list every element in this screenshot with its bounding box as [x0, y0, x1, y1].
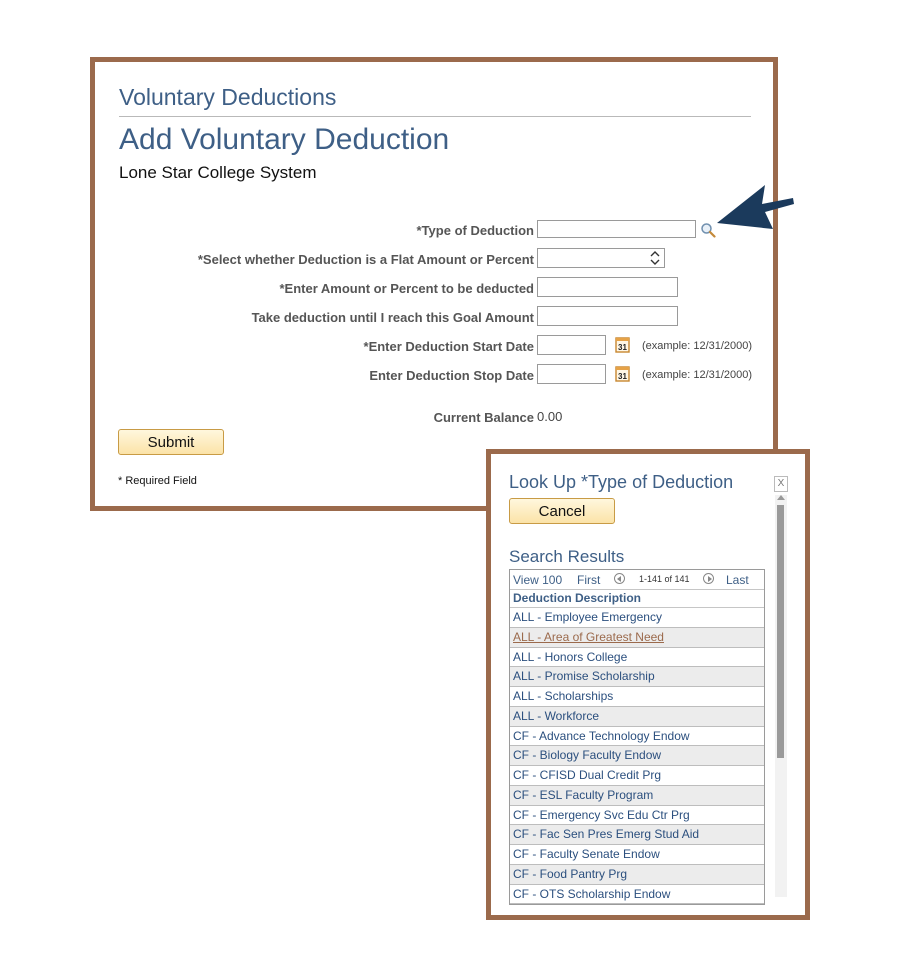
result-row[interactable]: ALL - Area of Greatest Need: [510, 628, 764, 648]
flat-or-percent-select[interactable]: [537, 248, 665, 268]
search-results-heading: Search Results: [509, 547, 625, 566]
type-of-deduction-input[interactable]: [537, 220, 696, 238]
organization-name: Lone Star College System: [119, 163, 317, 182]
lookup-title: Look Up *Type of Deduction: [509, 472, 734, 492]
result-row[interactable]: CF - Food Pantry Prg: [510, 865, 764, 885]
page-title: Add Voluntary Deduction: [119, 123, 450, 156]
start-date-label: *Enter Deduction Start Date: [363, 339, 534, 354]
scroll-up-arrow-icon[interactable]: [777, 495, 785, 500]
result-row[interactable]: CF - Biology Faculty Endow: [510, 746, 764, 766]
stop-date-example: (example: 12/31/2000): [642, 369, 753, 381]
previous-page-icon[interactable]: [614, 573, 625, 584]
required-field-note: * Required Field: [118, 475, 197, 487]
scrollbar-thumb[interactable]: [777, 505, 784, 758]
stop-date-calendar-icon[interactable]: [615, 365, 631, 382]
submit-button[interactable]: Submit: [118, 429, 224, 455]
amount-input[interactable]: [537, 277, 678, 297]
lookup-dialog: [486, 449, 810, 920]
result-row[interactable]: CF - CFISD Dual Credit Prg: [510, 766, 764, 786]
cancel-button[interactable]: Cancel: [509, 498, 615, 524]
current-balance-value: 0.00: [537, 409, 563, 424]
result-row[interactable]: ALL - Promise Scholarship: [510, 667, 764, 687]
result-row[interactable]: CF - Faculty Senate Endow: [510, 845, 764, 865]
current-balance-label: Current Balance: [433, 410, 534, 425]
lookup-scrollbar[interactable]: [775, 495, 787, 897]
row-range-label: 1-141 of 141: [639, 574, 690, 584]
results-rows: [510, 608, 764, 904]
stop-date-input[interactable]: [537, 364, 606, 384]
start-date-calendar-icon[interactable]: [615, 336, 631, 353]
search-results-grid: [509, 569, 765, 905]
view-100-link[interactable]: View 100: [513, 573, 563, 587]
result-row[interactable]: ALL - Employee Emergency: [510, 608, 764, 628]
result-row[interactable]: CF - ESL Faculty Program: [510, 786, 764, 806]
grid-navigation-bar: [510, 570, 764, 590]
section-title: Voluntary Deductions: [119, 84, 751, 117]
first-link[interactable]: First: [577, 573, 601, 587]
stop-date-calendar-day: 31: [618, 372, 627, 381]
start-date-example: (example: 12/31/2000): [642, 340, 753, 352]
last-link[interactable]: Last: [726, 573, 749, 587]
result-row[interactable]: ALL - Workforce: [510, 707, 764, 727]
result-row[interactable]: CF - OTS Scholarship Endow: [510, 885, 764, 905]
amount-label: *Enter Amount or Percent to be deducted: [279, 281, 534, 296]
result-row[interactable]: ALL - Honors College: [510, 648, 764, 668]
goal-amount-label: Take deduction until I reach this Goal Amount: [251, 310, 534, 325]
start-date-calendar-day: 31: [618, 343, 627, 352]
voluntary-deductions-panel: [90, 57, 778, 511]
type-of-deduction-label: *Type of Deduction: [416, 223, 534, 238]
close-lookup-button[interactable]: X: [774, 476, 788, 492]
start-date-input[interactable]: [537, 335, 606, 355]
column-header-deduction-description: Deduction Description: [510, 590, 764, 608]
result-row[interactable]: CF - Fac Sen Pres Emerg Stud Aid: [510, 825, 764, 845]
result-row[interactable]: CF - Emergency Svc Edu Ctr Prg: [510, 806, 764, 826]
next-page-icon[interactable]: [703, 573, 714, 584]
result-row[interactable]: ALL - Scholarships: [510, 687, 764, 707]
goal-amount-input[interactable]: [537, 306, 678, 326]
result-row[interactable]: CF - Advance Technology Endow: [510, 727, 764, 747]
flat-or-percent-label: *Select whether Deduction is a Flat Amount or Percent: [197, 252, 534, 267]
pointer-arrow-icon: [713, 183, 795, 231]
select-chevron-icon: [650, 250, 660, 266]
stop-date-label: Enter Deduction Stop Date: [369, 368, 534, 383]
